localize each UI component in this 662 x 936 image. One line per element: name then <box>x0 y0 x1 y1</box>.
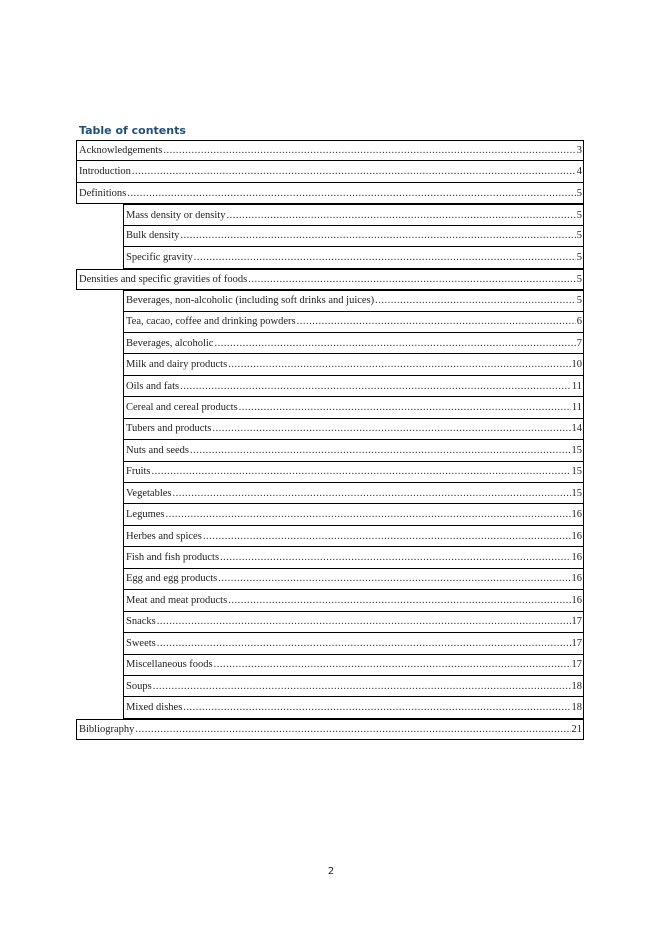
toc-entry-page: 21 <box>571 724 582 736</box>
toc-entry-page: 17 <box>571 659 582 671</box>
dot-leader <box>132 166 576 177</box>
dot-leader <box>163 145 575 156</box>
toc-entry-title: Egg and egg products <box>126 573 218 585</box>
toc-entry-title: Legumes <box>126 509 165 521</box>
toc-entry-title: Herbes and spices <box>126 530 202 542</box>
toc-entry-title: Densities and specific gravities of foods <box>79 273 248 285</box>
toc-entry[interactable] <box>123 483 584 504</box>
toc-entry-title: Mass density or density <box>126 209 226 221</box>
toc-entry-title: Introduction <box>79 166 131 178</box>
dot-leader <box>157 616 571 627</box>
toc-entry[interactable] <box>123 290 584 311</box>
toc-entry-page: 3 <box>576 145 582 157</box>
toc-entry[interactable] <box>123 462 584 483</box>
dot-leader <box>127 188 576 199</box>
toc-entry[interactable] <box>123 226 584 247</box>
toc-entry-page: 16 <box>571 573 582 585</box>
dot-leader <box>228 359 570 370</box>
toc-entry-page: 17 <box>571 616 582 628</box>
toc-entry[interactable] <box>123 504 584 525</box>
toc-entry-page: 5 <box>576 209 582 221</box>
toc-entry[interactable] <box>123 697 584 718</box>
toc-entry-title: Cereal and cereal products <box>126 401 238 413</box>
dot-leader <box>297 316 576 327</box>
dot-leader <box>212 423 570 434</box>
toc-entry-title: Fish and fish products <box>126 552 220 564</box>
dot-leader <box>214 338 575 349</box>
toc-entry-title: Nuts and seeds <box>126 444 189 456</box>
dot-leader <box>375 295 576 306</box>
toc-entry-title: Milk and dairy products <box>126 359 228 371</box>
toc-entry-title: Definitions <box>79 187 127 199</box>
dot-leader <box>166 509 571 520</box>
toc-entry[interactable] <box>123 440 584 461</box>
dot-leader <box>180 381 571 392</box>
toc-entry-title: Acknowledgements <box>79 145 163 157</box>
dot-leader <box>135 724 570 735</box>
toc-entry-title: Specific gravity <box>126 251 193 263</box>
toc-entry-page: 18 <box>571 680 582 692</box>
toc-entry-title: Bulk density <box>126 230 180 242</box>
toc-entry-title: Bibliography <box>79 724 135 736</box>
toc-entry[interactable] <box>123 526 584 547</box>
toc-entry[interactable] <box>123 655 584 676</box>
toc-entry-page: 5 <box>576 230 582 242</box>
toc-entry-page: 5 <box>576 251 582 263</box>
dot-leader <box>180 230 575 241</box>
toc-entry[interactable] <box>123 354 584 375</box>
toc-entry-page: 15 <box>571 466 582 478</box>
page-number: 2 <box>327 866 335 877</box>
toc-entry-title: Beverages, non-alcoholic (including soft drinks and juices) <box>126 295 375 307</box>
dot-leader <box>194 252 576 263</box>
toc-entry-page: 14 <box>571 423 582 435</box>
toc-entry-page: 17 <box>571 637 582 649</box>
toc-entry[interactable] <box>123 333 584 354</box>
toc-entry-page: 5 <box>576 295 582 307</box>
toc-entry[interactable] <box>123 204 584 225</box>
toc-title: Table of contents <box>79 124 186 137</box>
toc-entry[interactable] <box>76 183 584 204</box>
toc-entry-title: Tea, cacao, coffee and drinking powders <box>126 316 296 328</box>
toc-entry-title: Snacks <box>126 616 156 628</box>
toc-entry[interactable] <box>123 590 584 611</box>
toc-entry-page: 7 <box>576 337 582 349</box>
dot-leader <box>218 573 570 584</box>
toc-entry[interactable] <box>123 376 584 397</box>
toc-entry-page: 18 <box>571 702 582 714</box>
toc-entry-page: 16 <box>571 509 582 521</box>
dot-leader <box>226 210 575 221</box>
toc-entry[interactable] <box>76 269 584 290</box>
toc-entry-title: Vegetables <box>126 487 172 499</box>
toc-entry[interactable] <box>123 569 584 590</box>
toc-entry-title: Fruits <box>126 466 151 478</box>
toc-entry[interactable] <box>123 633 584 654</box>
toc-entry[interactable] <box>76 719 584 740</box>
toc-entry-page: 15 <box>571 444 582 456</box>
toc-list <box>76 140 584 740</box>
toc-entry-title: Oils and fats <box>126 380 180 392</box>
toc-entry-page: 10 <box>571 359 582 371</box>
toc-entry-title: Soups <box>126 680 152 692</box>
toc-entry-title: Beverages, alcoholic <box>126 337 214 349</box>
toc-entry-page: 5 <box>576 273 582 285</box>
dot-leader <box>228 595 570 606</box>
toc-entry-page: 16 <box>571 530 582 542</box>
dot-leader <box>153 681 571 692</box>
toc-entry-page: 11 <box>571 380 582 392</box>
toc-entry-page: 5 <box>576 187 582 199</box>
toc-entry-title: Tubers and products <box>126 423 212 435</box>
toc-entry-page: 6 <box>576 316 582 328</box>
dot-leader <box>190 445 571 456</box>
toc-entry[interactable] <box>123 547 584 568</box>
dot-leader <box>183 702 570 713</box>
dot-leader <box>172 488 570 499</box>
toc-entry-page: 16 <box>571 594 582 606</box>
dot-leader <box>220 552 570 563</box>
toc-entry[interactable] <box>123 676 584 697</box>
toc-entry[interactable] <box>123 612 584 633</box>
toc-entry[interactable] <box>123 397 584 418</box>
dot-leader <box>239 402 571 413</box>
toc-entry[interactable] <box>123 247 584 268</box>
toc-entry[interactable] <box>123 312 584 333</box>
toc-entry-page: 11 <box>571 401 582 413</box>
dot-leader <box>157 638 571 649</box>
dot-leader <box>248 274 576 285</box>
dot-leader <box>152 466 571 477</box>
toc-entry-page: 4 <box>576 166 582 178</box>
toc-entry[interactable] <box>76 161 584 182</box>
toc-entry-title: Mixed dishes <box>126 702 183 714</box>
dot-leader <box>203 531 571 542</box>
toc-entry-title: Sweets <box>126 637 156 649</box>
toc-entry-title: Meat and meat products <box>126 594 228 606</box>
toc-entry[interactable] <box>123 419 584 440</box>
dot-leader <box>214 659 571 670</box>
toc-entry[interactable] <box>76 140 584 161</box>
toc-entry-page: 16 <box>571 552 582 564</box>
toc-entry-title: Miscellaneous foods <box>126 659 213 671</box>
toc-entry-page: 15 <box>571 487 582 499</box>
